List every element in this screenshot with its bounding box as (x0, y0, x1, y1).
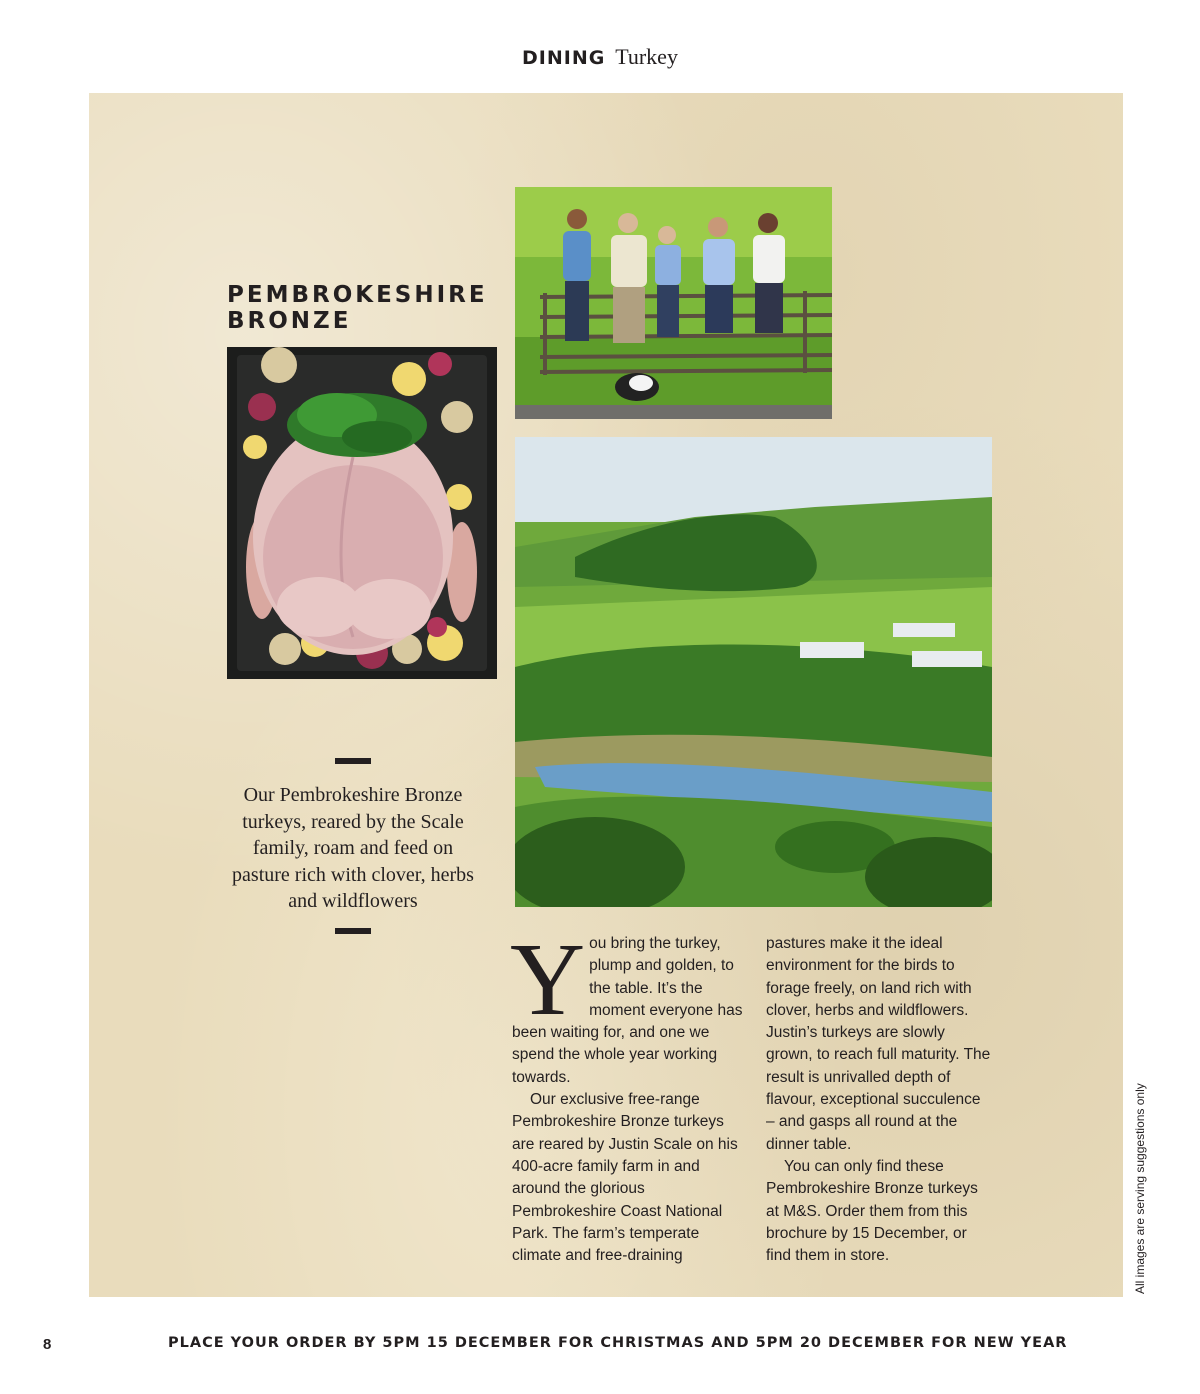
order-deadline-footer: PLACE YOUR ORDER BY 5PM 15 DECEMBER FOR CHRISTMAS AND 5PM 20 DECEMBER FOR NEW YEAR (168, 1335, 1068, 1351)
col2-paragraph-1: pastures make it the ideal environment for the birds to forage freely, on land rich with clover, herbs and wildflowers. Justin’s turkeys are slowly grown, to reach full maturity. The result is unrivalled depth of flavour, exceptional succulence – and gasps all round at the dinner table. (766, 935, 991, 1153)
drop-cap: Y (510, 922, 586, 1037)
quote-bottom-rule (335, 928, 371, 934)
article-column-1 (510, 922, 744, 1267)
col2-paragraph-2: You can only find these Pembrokeshire Bronze turkeys at M&S. Order them from this brochure by 15 December, or find them in store. (766, 1157, 978, 1265)
article-column-2 (766, 933, 992, 1267)
family-photo (515, 187, 832, 419)
side-disclaimer: All images are serving suggestions only (1133, 1083, 1147, 1294)
subsection-label: Turkey (615, 44, 678, 69)
page-number: 8 (43, 1336, 52, 1353)
quote-top-rule (335, 758, 371, 764)
col1-paragraph-1: ou bring the turkey, plump and golden, to the table. It’s the moment everyone has been waiting for, and one we spend the whole year working towards. (512, 935, 743, 1086)
page-header (0, 44, 1200, 70)
col1-paragraph-2: Our exclusive free-range Pembrokeshire Bronze turkeys are reared by Justin Scale on his 400-acre family farm in and around the glorious Pembrokeshire Coast National Park. The farm’s temperate climate and free-draining (512, 1091, 738, 1265)
heading-line-2: BRONZE (227, 308, 352, 334)
heading-line-1: PEMBROKESHIRE (227, 282, 488, 308)
article-heading (227, 282, 488, 334)
section-label: DINING (522, 47, 606, 69)
landscape-photo (515, 437, 992, 907)
turkey-photo (227, 347, 497, 679)
pull-quote: Our Pembrokeshire Bronze turkeys, reared by the Scale family, roam and feed on pasture rich with clover, herbs and wildflowers (232, 784, 474, 912)
